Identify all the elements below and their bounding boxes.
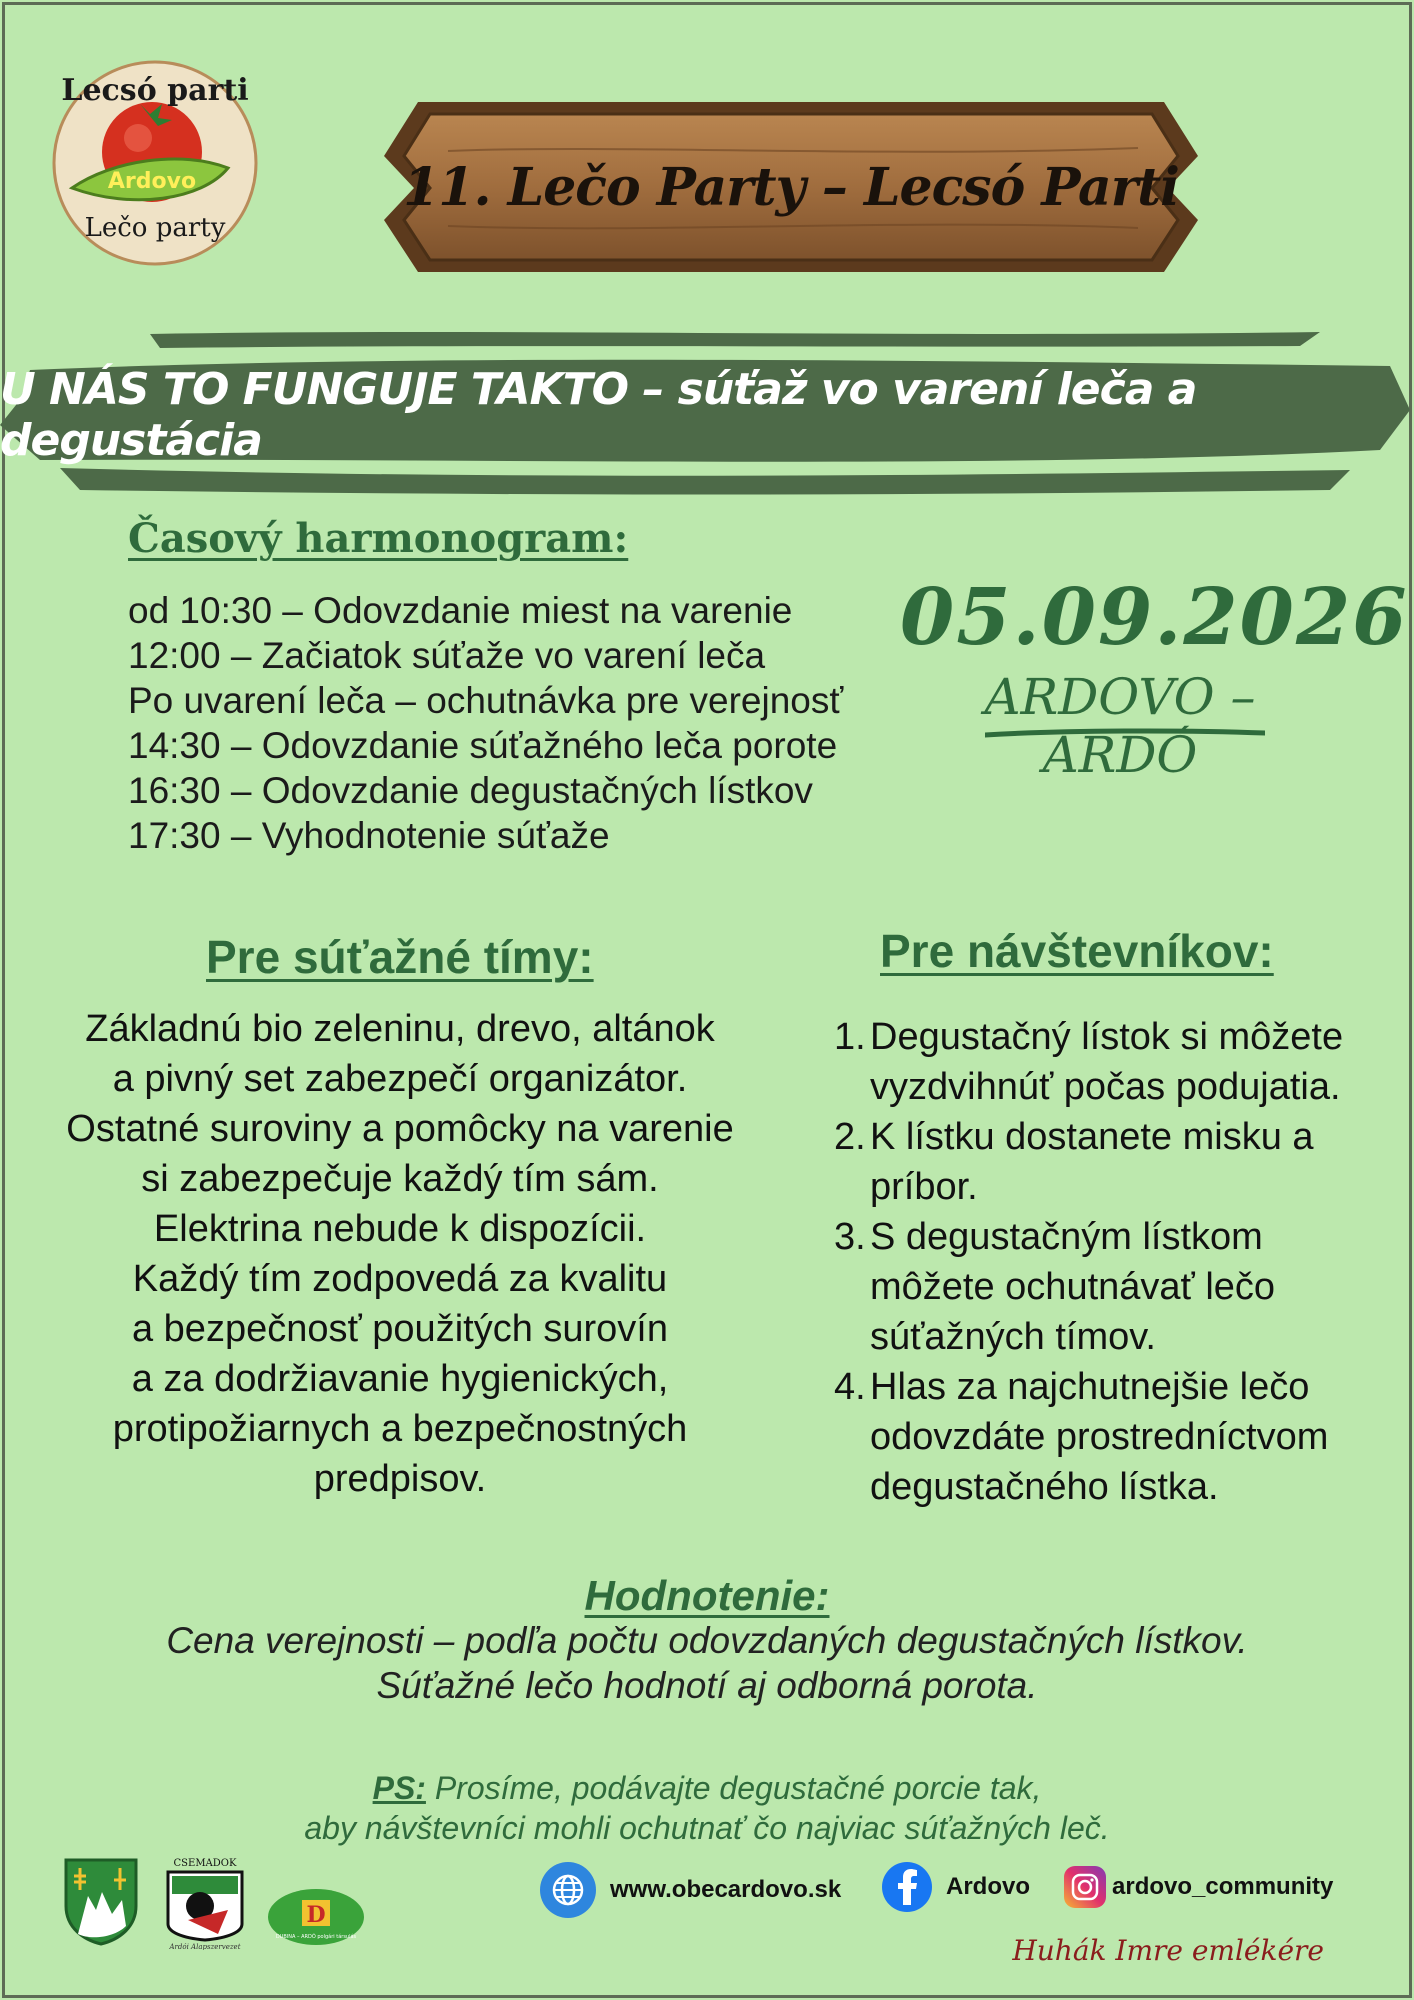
dubina-logo (266, 1886, 366, 1948)
visitors-list (834, 1012, 1374, 1512)
event-place: ARDOVO – ARDÓ (984, 668, 1256, 784)
teams-line: Ostatné suroviny a pomôcky na varenie (66, 1108, 734, 1150)
ps-label: PS: (372, 1770, 426, 1806)
visitors-item-text: Degustačný lístok si môžete vyzdvihnúť počas podujatia. (870, 1016, 1344, 1108)
schedule-title: Časový harmonogram: (128, 515, 629, 562)
visitors-item-text: S degustačným lístkom môžete ochutnávať lečo súťažných tímov. (870, 1216, 1276, 1358)
svg-text:Ardovo: Ardovo (107, 169, 197, 194)
rating-line-jury: Súťažné lečo hodnotí aj odborná porota. (376, 1665, 1038, 1706)
teams-line: Základnú bio zeleninu, drevo, altánok (85, 1008, 715, 1050)
visitors-title: Pre návštevníkov: (880, 925, 1274, 977)
rating-line-public: Cena verejnosti – podľa počtu odovzdaných degustačných lístkov. (166, 1620, 1248, 1661)
visitors-item-text: Hlas za najchutnejšie lečo odovzdáte prostredníctvom degustačného lístka. (870, 1366, 1329, 1508)
facebook-text: Ardovo (946, 1873, 1030, 1900)
ps-line1: Prosíme, podávajte degustačné porcie tak, (434, 1770, 1042, 1806)
rating-title: Hodnotenie: (584, 1572, 830, 1619)
teams-line: si zabezpečuje každý tím sám. (141, 1158, 659, 1200)
ps-note (0, 1768, 1414, 1848)
visitors-item (834, 1112, 1374, 1212)
teams-title: Pre súťažné tímy: (206, 931, 594, 983)
svg-text:DUBINA – ARDÓ polgári társulás: DUBINA – ARDÓ polgári társulás (275, 1934, 357, 1940)
schedule-item: 16:30 – Odovzdanie degustačných lístkov (128, 770, 813, 811)
ps-line2: aby návštevníci mohli ochutnať čo najviac súťažných leč. (304, 1810, 1110, 1846)
event-title: 11. Lečo Party – Lecsó Parti (403, 156, 1179, 218)
schedule-list (128, 588, 843, 858)
schedule-item: 14:30 – Odovzdanie súťažného leča porote (128, 725, 838, 766)
teams-text (60, 1004, 740, 1504)
schedule-item: 17:30 – Vyhodnotenie súťaže (128, 815, 610, 856)
place-underline (985, 728, 1265, 740)
teams-line: Elektrina nebude k dispozícii. (153, 1208, 647, 1250)
teams-line: a za dodržiavanie hygienických, (131, 1358, 669, 1400)
headline-text: U NÁS TO FUNGUJE TAKTO – súťaž vo varení leča a degustácia (0, 364, 1197, 466)
visitors-item-number: 3. (834, 1216, 866, 1258)
schedule-item: Po uvarení leča – ochutnávka pre verejnosť (128, 680, 844, 721)
village-coat-of-arms (62, 1856, 140, 1946)
instagram-link[interactable] (1064, 1866, 1333, 1908)
svg-text:D: D (306, 1902, 326, 1928)
facebook-link[interactable] (882, 1862, 1030, 1912)
instagram-text: ardovo_community (1112, 1873, 1334, 1900)
teams-line: a bezpečnosť použitých surovín (131, 1308, 668, 1350)
event-date: 05.09.2026 (900, 572, 1409, 663)
visitors-item-number: 4. (834, 1366, 866, 1408)
svg-text:CSEMADOK: CSEMADOK (173, 1858, 237, 1869)
visitors-item-number: 2. (834, 1116, 866, 1158)
visitors-item (834, 1362, 1374, 1512)
schedule-item: 12:00 – Začiatok súťaže vo varení leča (128, 635, 766, 676)
csemadok-logo (158, 1854, 252, 1950)
teams-line: a pivný set zabezpečí organizátor. (112, 1058, 688, 1100)
visitors-item-number: 1. (834, 1016, 866, 1058)
facebook-icon (882, 1862, 932, 1912)
globe-icon (540, 1862, 596, 1918)
visitors-item (834, 1212, 1374, 1362)
schedule-item: od 10:30 – Odovzdanie miest na varenie (128, 590, 793, 631)
teams-line: Každý tím zodpovedá za kvalitu (132, 1258, 668, 1300)
visitors-item-text: K lístku dostanete misku a príbor. (870, 1116, 1314, 1208)
svg-text:Lečo party: Lečo party (84, 213, 226, 243)
teams-line: predpisov. (313, 1458, 487, 1500)
lecso-parti-logo (52, 60, 258, 266)
website-link[interactable] (540, 1862, 841, 1918)
instagram-icon (1064, 1866, 1106, 1908)
teams-line: protipožiarnych a bezpečnostných (112, 1408, 688, 1450)
visitors-item (834, 1012, 1374, 1112)
svg-text:Lecsó parti: Lecsó parti (61, 73, 249, 108)
website-text: www.obecardovo.sk (610, 1876, 842, 1903)
dedication: Huhák Imre emlékére (1012, 1934, 1324, 1967)
svg-text:Ardói Alapszervezet: Ardói Alapszervezet (169, 1943, 241, 1950)
